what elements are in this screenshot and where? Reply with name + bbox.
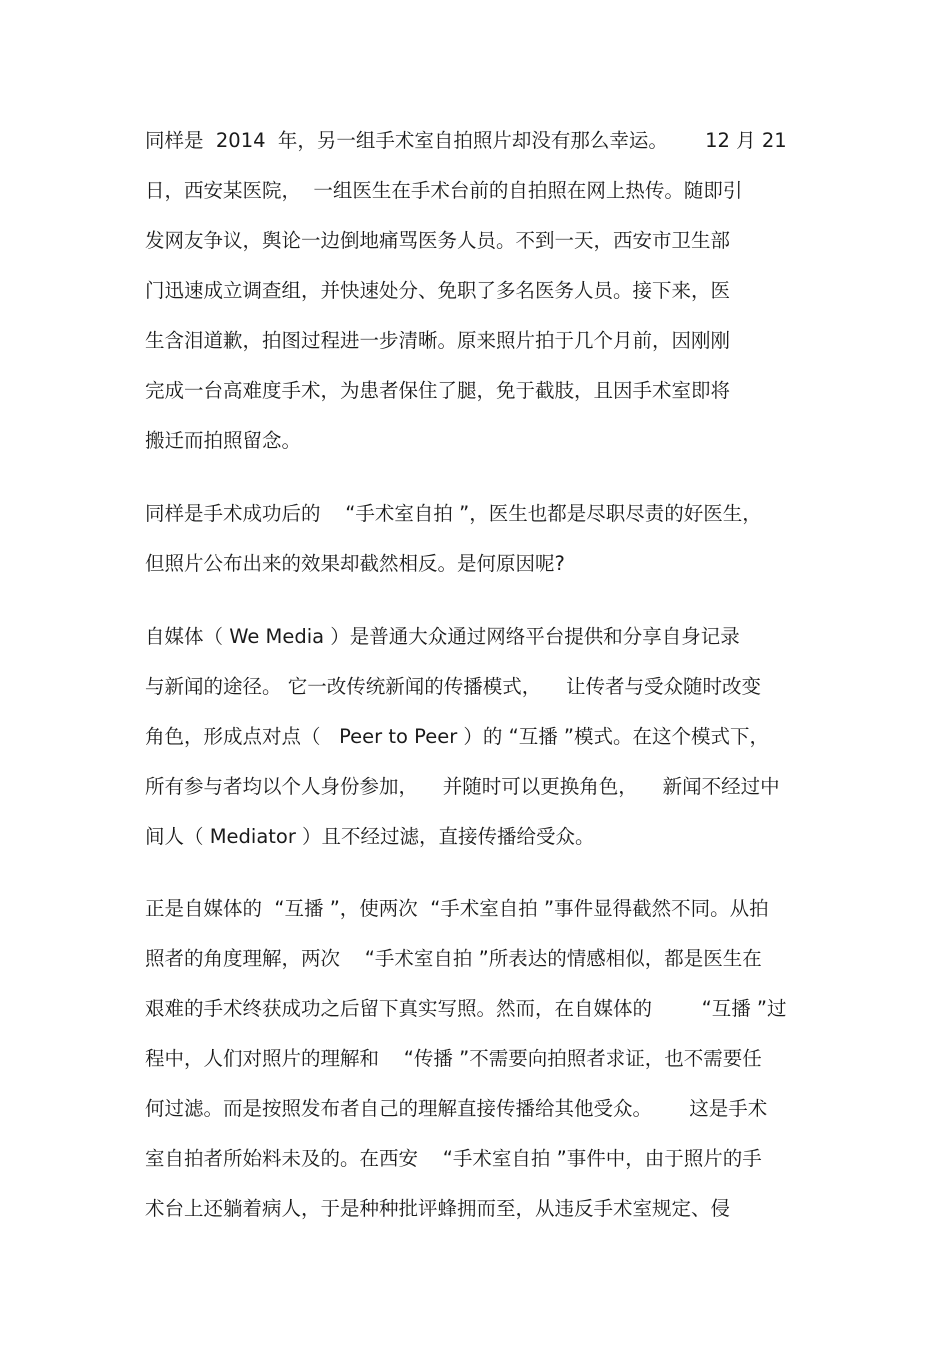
text-line: 同样是手术成功后的 “手术室自拍 ”，医生也都是尽职尽责的好医生， xyxy=(145,502,762,525)
paragraph-2 xyxy=(145,503,815,603)
text-line: 日，西安某医院， 一组医生在手术台前的自拍照在网上热传。随即引 xyxy=(145,179,743,202)
text-line: 艰难的手术终获成功之后留下真实写照。然而，在自媒体的 “互播 ”过 xyxy=(145,997,787,1020)
text-line: 生含泪道歉，拍图过程进一步清晰。原来照片拍于几个月前，因刚刚 xyxy=(145,329,731,352)
text-line: 门迅速成立调查组，并快速处分、免职了多名医务人员。接下来，医 xyxy=(145,279,731,302)
text-line: 照者的角度理解，两次 “手术室自拍 ”所表达的情感相似，都是医生在 xyxy=(145,947,762,970)
text-line: 完成一台高难度手术，为患者保住了腿，免于截肢，且因手术室即将 xyxy=(145,379,731,402)
text-line: 角色，形成点对点（ Peer to Peer ）的 “互播 ”模式。在这个模式下， xyxy=(145,725,770,748)
text-line: 所有参与者均以个人身份参加， 并随时可以更换角色， 新闻不经过中 xyxy=(145,775,780,798)
text-line: 间人（ Mediator ）且不经过滤，直接传播给受众。 xyxy=(145,825,595,848)
paragraph-4 xyxy=(145,898,815,1248)
text-line: 发网友争议，舆论一边倒地痛骂医务人员。不到一天，西安市卫生部 xyxy=(145,229,731,252)
text-line: 搬迁而拍照留念。 xyxy=(145,429,302,452)
text-line: 正是自媒体的 “互播 ”，使两次 “手术室自拍 ”事件显得截然不同。从拍 xyxy=(145,897,769,920)
text-line: 术台上还躺着病人，于是种种批评蜂拥而至，从违反手术室规定、侵 xyxy=(145,1197,731,1220)
text-line: 自媒体（ We Media ）是普通大众通过网络平台提供和分享自身记录 xyxy=(145,625,740,648)
text-line: 同样是 2014 年，另一组手术室自拍照片却没有那么幸运。 12 月 21 xyxy=(145,129,787,152)
text-line: 与新闻的途径。 它一改传统新闻的传播模式， 让传者与受众随时改变 xyxy=(145,675,761,698)
text-line: 室自拍者所始料未及的。在西安 “手术室自拍 ”事件中，由于照片的手 xyxy=(145,1147,762,1170)
text-line: 程中，人们对照片的理解和 “传播 ”不需要向拍照者求证，也不需要任 xyxy=(145,1047,762,1070)
paragraph-3 xyxy=(145,626,815,876)
text-line: 但照片公布出来的效果却截然相反。是何原因呢? xyxy=(145,552,565,575)
text-line: 何过滤。而是按照发布者自己的理解直接传播给其他受众。 这是手术 xyxy=(145,1097,768,1120)
paragraph-1 xyxy=(145,130,815,480)
